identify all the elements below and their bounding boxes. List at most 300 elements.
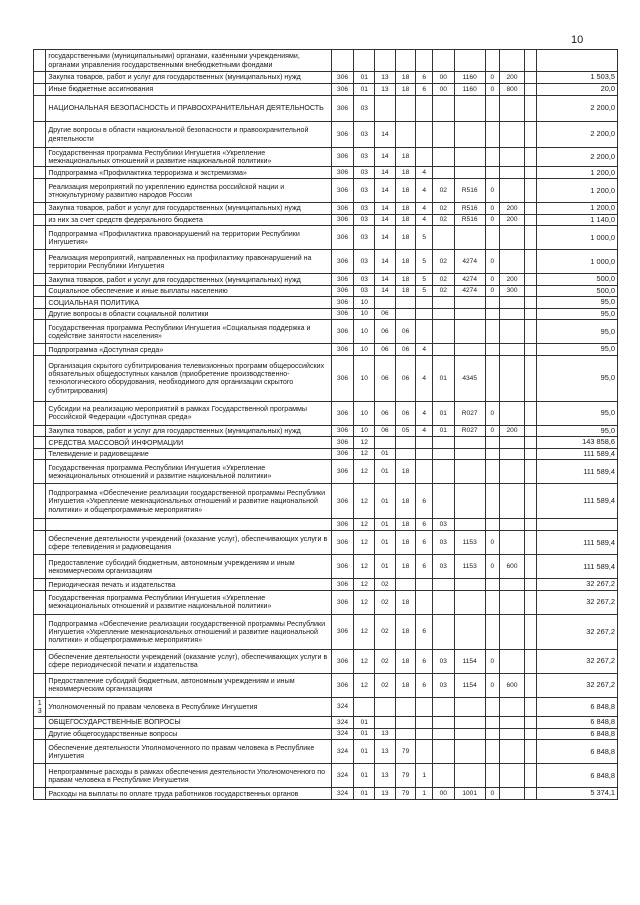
code-cell: 01	[375, 448, 396, 460]
code-cell	[416, 50, 433, 72]
row-number-cell	[34, 740, 46, 764]
code-cell	[454, 697, 485, 716]
code-cell	[416, 122, 433, 148]
code-cell	[500, 297, 525, 309]
code-cell: 306	[331, 401, 354, 425]
code-cell	[485, 437, 499, 449]
code-cell: 5	[416, 250, 433, 274]
code-cell: 03	[354, 285, 375, 297]
code-cell	[454, 226, 485, 250]
row-name-cell: Закупка товаров, работ и услуг для государственных (муниципальных) нужд	[46, 72, 331, 84]
code-cell	[500, 579, 525, 591]
table-row	[34, 614, 618, 649]
code-cell	[454, 148, 485, 167]
code-cell: 324	[331, 764, 354, 788]
code-cell: 0	[485, 274, 499, 286]
code-cell: 03	[354, 96, 375, 122]
row-name-cell: Подпрограмма «Доступная среда»	[46, 344, 331, 356]
code-cell: 4274	[454, 250, 485, 274]
row-name-cell: Другие общегосударственные вопросы	[46, 728, 331, 740]
row-number-cell	[34, 614, 46, 649]
code-cell	[454, 167, 485, 179]
code-cell	[416, 728, 433, 740]
table-row	[34, 740, 618, 764]
code-cell	[485, 148, 499, 167]
code-cell	[524, 297, 536, 309]
row-number-cell	[34, 788, 46, 800]
amount-cell: 95,0	[537, 308, 618, 320]
code-cell: 14	[375, 122, 396, 148]
code-cell	[524, 764, 536, 788]
row-name-cell: Обеспечение деятельности Уполномоченного по правам человека в Республике Ингушетия	[46, 740, 331, 764]
code-cell: 06	[375, 425, 396, 437]
code-cell	[485, 460, 499, 484]
row-name-cell: Обеспечение деятельности учреждений (оказание услуг), обеспечивающих услуги в сфере телевидения и радиовещания	[46, 531, 331, 555]
row-name-cell: Подпрограмма «Профилактика правонарушений на территории Республики Ингушетия»	[46, 226, 331, 250]
code-cell: 6	[416, 614, 433, 649]
code-cell	[524, 555, 536, 579]
code-cell: 02	[375, 649, 396, 673]
code-cell	[454, 96, 485, 122]
code-cell: 18	[395, 203, 416, 215]
code-cell: 06	[375, 344, 396, 356]
code-cell	[375, 717, 396, 729]
code-cell: 306	[331, 425, 354, 437]
code-cell	[500, 519, 525, 531]
code-cell: 0	[485, 673, 499, 697]
row-name-cell: Субсидии на реализацию мероприятий в рамках Государственной программы Российской Федерации «Доступная среда»	[46, 401, 331, 425]
code-cell: 18	[395, 72, 416, 84]
row-number-cell	[34, 250, 46, 274]
code-cell: 01	[354, 717, 375, 729]
amount-cell: 32 267,2	[537, 579, 618, 591]
code-cell: 6	[416, 519, 433, 531]
code-cell: 14	[375, 214, 396, 226]
code-cell: 12	[354, 437, 375, 449]
amount-cell: 6 848,8	[537, 728, 618, 740]
code-cell: 6	[416, 84, 433, 96]
code-cell: 01	[354, 728, 375, 740]
row-number-cell	[34, 179, 46, 203]
code-cell	[524, 728, 536, 740]
code-cell	[432, 167, 454, 179]
code-cell	[416, 148, 433, 167]
code-cell	[454, 308, 485, 320]
table-row	[34, 96, 618, 122]
code-cell	[500, 484, 525, 519]
table-row	[34, 460, 618, 484]
code-cell: 4	[416, 425, 433, 437]
code-cell	[432, 614, 454, 649]
code-cell: 600	[500, 555, 525, 579]
code-cell: 324	[331, 717, 354, 729]
table-row	[34, 728, 618, 740]
row-number-cell	[34, 355, 46, 401]
code-cell: 0	[485, 649, 499, 673]
code-cell: 14	[375, 250, 396, 274]
code-cell	[524, 740, 536, 764]
code-cell: 12	[354, 673, 375, 697]
amount-cell: 500,0	[537, 285, 618, 297]
code-cell: 306	[331, 122, 354, 148]
code-cell	[395, 697, 416, 716]
code-cell: 306	[331, 148, 354, 167]
table-row	[34, 214, 618, 226]
code-cell	[416, 437, 433, 449]
code-cell: 02	[375, 614, 396, 649]
code-cell: 03	[354, 167, 375, 179]
row-name-cell: Подпрограмма «Обеспечение реализации государственной программы Республики Ингушетия «Укрепление межнациональных отношений и развитие национальной политики» и общепрограммные мероприятия»	[46, 484, 331, 519]
amount-cell: 111 589,4	[537, 555, 618, 579]
row-number-cell	[34, 519, 46, 531]
code-cell	[454, 579, 485, 591]
amount-cell: 111 589,4	[537, 531, 618, 555]
code-cell: 0	[485, 425, 499, 437]
code-cell: 306	[331, 579, 354, 591]
code-cell	[432, 297, 454, 309]
code-cell: 6	[416, 72, 433, 84]
code-cell	[524, 122, 536, 148]
code-cell: 13	[375, 740, 396, 764]
code-cell	[395, 50, 416, 72]
code-cell: 13	[375, 72, 396, 84]
code-cell: 03	[432, 519, 454, 531]
code-cell: 12	[354, 555, 375, 579]
code-cell: 14	[375, 285, 396, 297]
code-cell	[524, 448, 536, 460]
amount-cell: 32 267,2	[537, 590, 618, 614]
amount-cell: 95,0	[537, 297, 618, 309]
code-cell	[416, 717, 433, 729]
code-cell	[500, 697, 525, 716]
code-cell: 14	[375, 167, 396, 179]
row-number-cell	[34, 673, 46, 697]
code-cell	[395, 96, 416, 122]
code-cell	[485, 96, 499, 122]
code-cell: 1154	[454, 649, 485, 673]
code-cell: 324	[331, 788, 354, 800]
amount-cell: 1 200,0	[537, 167, 618, 179]
code-cell: 18	[395, 226, 416, 250]
row-name-cell: Другие вопросы в области национальной безопасности и правоохранительной деятельности	[46, 122, 331, 148]
code-cell: 306	[331, 297, 354, 309]
code-cell	[524, 167, 536, 179]
row-name-cell: Государственная программа Республики Ингушетия «Укрепление межнациональных отношений и развитие национальной политики»	[46, 460, 331, 484]
table-row	[34, 274, 618, 286]
row-number-cell	[34, 214, 46, 226]
code-cell: 4	[416, 401, 433, 425]
row-number-cell	[34, 531, 46, 555]
code-cell	[524, 673, 536, 697]
row-number-cell	[34, 285, 46, 297]
amount-cell: 1 200,0	[537, 203, 618, 215]
code-cell: 306	[331, 179, 354, 203]
code-cell: 324	[331, 728, 354, 740]
code-cell: 03	[354, 179, 375, 203]
code-cell: 18	[395, 590, 416, 614]
code-cell: 18	[395, 484, 416, 519]
code-cell: 00	[432, 84, 454, 96]
code-cell	[524, 788, 536, 800]
code-cell: 800	[500, 84, 525, 96]
code-cell	[395, 122, 416, 148]
row-number-cell	[34, 148, 46, 167]
code-cell: 0	[485, 214, 499, 226]
amount-cell: 6 848,8	[537, 697, 618, 716]
code-cell	[485, 50, 499, 72]
amount-cell: 1 140,0	[537, 214, 618, 226]
code-cell	[395, 448, 416, 460]
code-cell: 06	[375, 355, 396, 401]
row-number-cell	[34, 226, 46, 250]
code-cell	[500, 614, 525, 649]
code-cell: 18	[395, 531, 416, 555]
row-name-cell: из них за счет средств федерального бюджета	[46, 214, 331, 226]
code-cell	[500, 179, 525, 203]
code-cell	[500, 226, 525, 250]
code-cell	[416, 320, 433, 344]
code-cell: 0	[485, 250, 499, 274]
code-cell	[485, 320, 499, 344]
code-cell	[416, 297, 433, 309]
code-cell	[524, 531, 536, 555]
row-number-cell	[34, 320, 46, 344]
row-number-cell	[34, 649, 46, 673]
code-cell: 4	[416, 355, 433, 401]
code-cell: 306	[331, 448, 354, 460]
table-row	[34, 555, 618, 579]
row-name-cell: Периодическая печать и издательства	[46, 579, 331, 591]
code-cell	[524, 579, 536, 591]
code-cell	[454, 460, 485, 484]
row-name-cell: Предоставление субсидий бюджетным, автономным учреждениям и иным некоммерческим организациям	[46, 555, 331, 579]
code-cell	[485, 697, 499, 716]
table-row	[34, 673, 618, 697]
code-cell: 0	[485, 788, 499, 800]
code-cell	[395, 579, 416, 591]
row-name-cell: СРЕДСТВА МАССОВОЙ ИНФОРМАЦИИ	[46, 437, 331, 449]
code-cell: 306	[331, 285, 354, 297]
row-number-cell	[34, 167, 46, 179]
row-name-cell: Подпрограмма «Обеспечение реализации государственной программы Республики Ингушетия «Укрепление межнациональных отношений и развитие национальной политики» и общепрограммные мероприятия»	[46, 614, 331, 649]
row-number-cell	[34, 401, 46, 425]
code-cell: 06	[375, 320, 396, 344]
code-cell	[485, 355, 499, 401]
code-cell	[416, 579, 433, 591]
code-cell: 306	[331, 72, 354, 84]
code-cell	[331, 50, 354, 72]
code-cell	[485, 344, 499, 356]
row-number-cell	[34, 203, 46, 215]
code-cell	[485, 484, 499, 519]
code-cell	[454, 484, 485, 519]
code-cell	[485, 728, 499, 740]
code-cell	[500, 649, 525, 673]
code-cell: 02	[432, 274, 454, 286]
row-name-cell: СОЦИАЛЬНАЯ ПОЛИТИКА	[46, 297, 331, 309]
code-cell	[454, 437, 485, 449]
row-number-cell	[34, 460, 46, 484]
row-name-cell: Закупка товаров, работ и услуг для государственных (муниципальных) нужд	[46, 274, 331, 286]
row-name-cell: Социальное обеспечение и иные выплаты населению	[46, 285, 331, 297]
code-cell: 306	[331, 355, 354, 401]
code-cell: 00	[432, 72, 454, 84]
code-cell	[524, 179, 536, 203]
code-cell	[524, 590, 536, 614]
amount-cell: 2 200,0	[537, 122, 618, 148]
code-cell: 06	[395, 401, 416, 425]
row-name-cell: Другие вопросы в области социальной политики	[46, 308, 331, 320]
code-cell	[524, 285, 536, 297]
code-cell	[524, 519, 536, 531]
row-name-cell: Предоставление субсидий бюджетным, автономным учреждениям и иным некоммерческим организациям	[46, 673, 331, 697]
code-cell: 05	[395, 425, 416, 437]
code-cell	[454, 590, 485, 614]
code-cell	[500, 728, 525, 740]
table-row	[34, 579, 618, 591]
code-cell: 03	[432, 649, 454, 673]
code-cell	[375, 697, 396, 716]
code-cell	[500, 355, 525, 401]
table-row	[34, 531, 618, 555]
row-number-cell	[34, 308, 46, 320]
code-cell: 12	[354, 579, 375, 591]
code-cell	[416, 740, 433, 764]
code-cell: 79	[395, 740, 416, 764]
code-cell: 01	[432, 401, 454, 425]
row-number-cell	[34, 717, 46, 729]
amount-cell: 111 589,4	[537, 484, 618, 519]
code-cell	[485, 614, 499, 649]
code-cell	[524, 437, 536, 449]
code-cell: 4345	[454, 355, 485, 401]
code-cell	[524, 274, 536, 286]
code-cell: 12	[354, 590, 375, 614]
code-cell: 06	[395, 355, 416, 401]
amount-cell	[537, 50, 618, 72]
code-cell: 02	[432, 203, 454, 215]
code-cell: 18	[395, 673, 416, 697]
code-cell: 01	[432, 425, 454, 437]
code-cell: 12	[354, 531, 375, 555]
code-cell: 03	[432, 673, 454, 697]
row-number-cell	[34, 297, 46, 309]
code-cell: 306	[331, 250, 354, 274]
code-cell: 01	[375, 531, 396, 555]
row-name-cell: Государственная программа Республики Ингушетия «Укрепление межнациональных отношений и развитие национальной политики»	[46, 590, 331, 614]
code-cell	[432, 448, 454, 460]
code-cell: 03	[354, 214, 375, 226]
row-name-cell: Организация скрытого субтитрирования телевизионных программ общероссийских обязательных общедоступных каналов (приобретение производственно-технологического оборудования, необходимого для организации скрытого субтитрирования)	[46, 355, 331, 401]
code-cell	[432, 437, 454, 449]
code-cell	[500, 788, 525, 800]
row-name-cell: ОБЩЕГОСУДАРСТВЕННЫЕ ВОПРОСЫ	[46, 717, 331, 729]
code-cell: 306	[331, 590, 354, 614]
amount-cell: 1 503,5	[537, 72, 618, 84]
code-cell: 01	[375, 484, 396, 519]
code-cell	[500, 460, 525, 484]
code-cell	[454, 297, 485, 309]
code-cell: 12	[354, 460, 375, 484]
code-cell	[500, 50, 525, 72]
row-name-cell: НАЦИОНАЛЬНАЯ БЕЗОПАСНОСТЬ И ПРАВООХРАНИТЕЛЬНАЯ ДЕЯТЕЛЬНОСТЬ	[46, 96, 331, 122]
code-cell	[524, 50, 536, 72]
code-cell: 01	[375, 555, 396, 579]
code-cell: 1153	[454, 555, 485, 579]
code-cell: 6	[416, 673, 433, 697]
table-row	[34, 764, 618, 788]
code-cell: 01	[354, 72, 375, 84]
code-cell: 306	[331, 673, 354, 697]
code-cell	[524, 214, 536, 226]
code-cell: 5	[416, 285, 433, 297]
code-cell: 306	[331, 555, 354, 579]
code-cell	[524, 148, 536, 167]
code-cell	[416, 96, 433, 122]
code-cell	[500, 401, 525, 425]
code-cell: 0	[485, 555, 499, 579]
code-cell: 10	[354, 344, 375, 356]
code-cell	[524, 355, 536, 401]
code-cell: 4	[416, 203, 433, 215]
code-cell: 6	[416, 531, 433, 555]
code-cell	[395, 717, 416, 729]
code-cell	[432, 717, 454, 729]
code-cell	[485, 122, 499, 148]
amount-cell: 1 000,0	[537, 250, 618, 274]
code-cell: 4	[416, 344, 433, 356]
code-cell: 06	[375, 308, 396, 320]
code-cell	[500, 250, 525, 274]
row-name-cell: Иные бюджетные ассигнования	[46, 84, 331, 96]
table-row	[34, 84, 618, 96]
row-number-cell	[34, 590, 46, 614]
code-cell	[500, 740, 525, 764]
code-cell	[524, 226, 536, 250]
code-cell: 1153	[454, 531, 485, 555]
code-cell: 18	[395, 167, 416, 179]
code-cell: 4	[416, 167, 433, 179]
code-cell	[416, 697, 433, 716]
code-cell: 02	[432, 214, 454, 226]
table-row	[34, 50, 618, 72]
amount-cell: 1 200,0	[537, 179, 618, 203]
code-cell: 4	[416, 179, 433, 203]
code-cell: 0	[485, 401, 499, 425]
code-cell: 1	[416, 788, 433, 800]
code-cell: 306	[331, 274, 354, 286]
code-cell: 12	[354, 649, 375, 673]
row-number-cell	[34, 448, 46, 460]
amount-cell: 111 589,4	[537, 448, 618, 460]
row-name-cell: Закупка товаров, работ и услуг для государственных (муниципальных) нужд	[46, 425, 331, 437]
code-cell	[395, 728, 416, 740]
code-cell: 600	[500, 673, 525, 697]
code-cell: 13	[375, 84, 396, 96]
code-cell: 03	[354, 148, 375, 167]
code-cell	[432, 148, 454, 167]
code-cell: 1160	[454, 72, 485, 84]
code-cell: 18	[395, 214, 416, 226]
code-cell	[524, 649, 536, 673]
amount-cell: 1 000,0	[537, 226, 618, 250]
amount-cell: 32 267,2	[537, 614, 618, 649]
code-cell: 18	[395, 179, 416, 203]
code-cell	[416, 460, 433, 484]
code-cell: 306	[331, 96, 354, 122]
code-cell: 200	[500, 274, 525, 286]
code-cell: 200	[500, 203, 525, 215]
